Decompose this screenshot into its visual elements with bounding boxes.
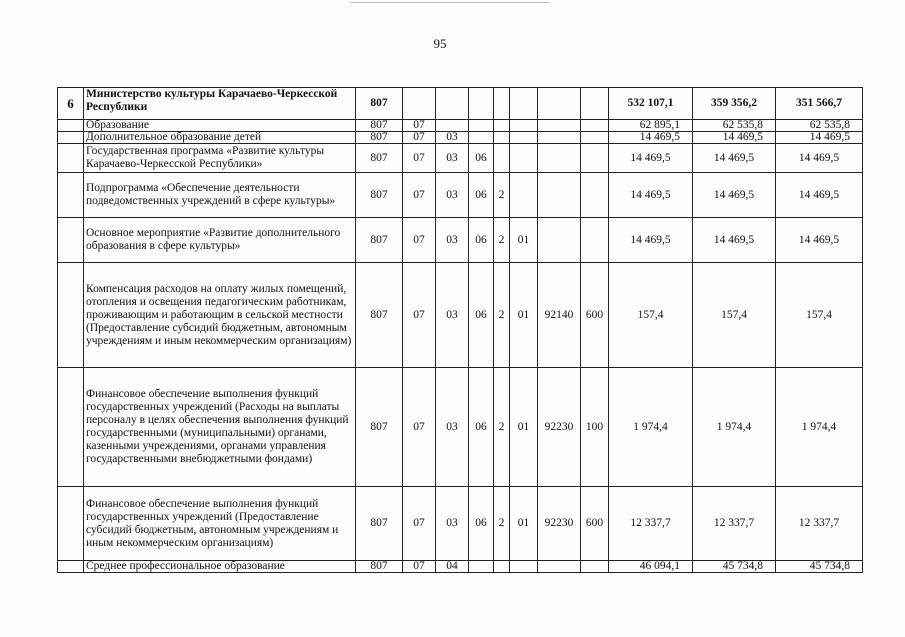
amount-year-3: 12 337,7 — [776, 487, 863, 561]
budget-table — [57, 87, 863, 573]
table-row — [58, 144, 863, 173]
row-number — [58, 218, 84, 263]
code-ministry: 807 — [356, 218, 403, 263]
table-row — [58, 487, 863, 561]
code-subprogram — [494, 144, 510, 173]
code-expense-type — [581, 120, 609, 132]
table-row — [58, 263, 863, 368]
code-direction: 92230 — [538, 487, 581, 561]
code-subsection — [436, 88, 469, 120]
table-row — [58, 132, 863, 144]
code-ministry: 807 — [356, 173, 403, 218]
row-name: Компенсация расходов на оплату жилых помещений, отопления и освещения педагогическим работникам, проживающим и работающим в сельской местности (Предоставление субсидий бюджетным, автономным учреждениям и иным некоммерческим организациям) — [84, 263, 356, 368]
code-subprogram: 2 — [494, 263, 510, 368]
amount-year-1: 14 469,5 — [609, 173, 693, 218]
amount-year-2: 1 974,4 — [693, 368, 776, 487]
code-subprogram — [494, 561, 510, 573]
row-number: 6 — [58, 88, 84, 120]
amount-year-2: 12 337,7 — [693, 487, 776, 561]
row-number — [58, 173, 84, 218]
amount-year-2: 14 469,5 — [693, 144, 776, 173]
amount-year-1: 14 469,5 — [609, 132, 693, 144]
code-direction — [538, 120, 581, 132]
row-name: Подпрограмма «Обеспечение деятельности подведомственных учреждений в сфере культуры» — [84, 173, 356, 218]
code-subsection: 03 — [436, 144, 469, 173]
row-name: Дополнительное образование детей — [84, 132, 356, 144]
amount-year-3: 351 566,7 — [776, 88, 863, 120]
code-expense-type: 100 — [581, 368, 609, 487]
code-subsection: 03 — [436, 132, 469, 144]
code-subsection — [436, 120, 469, 132]
amount-year-3: 45 734,8 — [776, 561, 863, 573]
code-subprogram — [494, 120, 510, 132]
code-event — [510, 120, 538, 132]
code-subprogram: 2 — [494, 368, 510, 487]
amount-year-1: 62 895,1 — [609, 120, 693, 132]
code-subsection: 03 — [436, 368, 469, 487]
row-number — [58, 561, 84, 573]
code-ministry: 807 — [356, 88, 403, 120]
amount-year-2: 62 535,8 — [693, 120, 776, 132]
code-program: 06 — [469, 263, 494, 368]
code-direction — [538, 132, 581, 144]
code-event: 01 — [510, 487, 538, 561]
row-number — [58, 487, 84, 561]
code-expense-type — [581, 561, 609, 573]
code-subprogram: 2 — [494, 218, 510, 263]
code-program — [469, 120, 494, 132]
amount-year-1: 1 974,4 — [609, 368, 693, 487]
amount-year-2: 157,4 — [693, 263, 776, 368]
amount-year-3: 62 535,8 — [776, 120, 863, 132]
code-program: 06 — [469, 487, 494, 561]
amount-year-2: 359 356,2 — [693, 88, 776, 120]
amount-year-1: 157,4 — [609, 263, 693, 368]
row-name: Государственная программа «Развитие культуры Карачаево-Черкесской Республики» — [84, 144, 356, 173]
table-body — [58, 88, 863, 573]
table-row — [58, 561, 863, 573]
code-program — [469, 132, 494, 144]
amount-year-3: 14 469,5 — [776, 132, 863, 144]
row-name: Финансовое обеспечение выполнения функций государственных учреждений (Расходы на выплаты персоналу в целях обеспечения выполнения функций государственными (муниципальными) органами, казенными учреждениями, органами управления государственными внебюджетными фондами) — [84, 368, 356, 487]
code-direction — [538, 173, 581, 218]
table-row — [58, 120, 863, 132]
code-event: 01 — [510, 263, 538, 368]
code-event — [510, 561, 538, 573]
code-program: 06 — [469, 218, 494, 263]
code-program: 06 — [469, 144, 494, 173]
code-ministry: 807 — [356, 120, 403, 132]
code-event: 01 — [510, 218, 538, 263]
code-subprogram — [494, 132, 510, 144]
amount-year-2: 14 469,5 — [693, 132, 776, 144]
table-row — [58, 173, 863, 218]
code-program: 06 — [469, 173, 494, 218]
code-ministry: 807 — [356, 263, 403, 368]
row-number — [58, 263, 84, 368]
amount-year-3: 157,4 — [776, 263, 863, 368]
row-name: Образование — [84, 120, 356, 132]
code-program: 06 — [469, 368, 494, 487]
code-subsection: 03 — [436, 173, 469, 218]
code-section: 07 — [403, 368, 436, 487]
code-subprogram — [494, 88, 510, 120]
code-section: 07 — [403, 561, 436, 573]
amount-year-1: 46 094,1 — [609, 561, 693, 573]
code-subprogram: 2 — [494, 487, 510, 561]
amount-year-1: 532 107,1 — [609, 88, 693, 120]
code-direction: 92230 — [538, 368, 581, 487]
code-expense-type — [581, 88, 609, 120]
code-expense-type: 600 — [581, 487, 609, 561]
row-number — [58, 144, 84, 173]
code-program — [469, 88, 494, 120]
code-section: 07 — [403, 144, 436, 173]
code-subsection: 03 — [436, 487, 469, 561]
code-expense-type — [581, 132, 609, 144]
amount-year-3: 1 974,4 — [776, 368, 863, 487]
code-section: 07 — [403, 120, 436, 132]
code-section: 07 — [403, 487, 436, 561]
code-direction — [538, 561, 581, 573]
row-number — [58, 132, 84, 144]
code-subsection: 03 — [436, 263, 469, 368]
row-name: Среднее профессиональное образование — [84, 561, 356, 573]
row-number — [58, 368, 84, 487]
amount-year-2: 45 734,8 — [693, 561, 776, 573]
code-event — [510, 173, 538, 218]
amount-year-1: 14 469,5 — [609, 144, 693, 173]
code-program — [469, 561, 494, 573]
code-subsection: 04 — [436, 561, 469, 573]
row-name: Министерство культуры Карачаево-Черкесской Республики — [84, 88, 356, 120]
amount-year-2: 14 469,5 — [693, 218, 776, 263]
amount-year-2: 14 469,5 — [693, 173, 776, 218]
table-row — [58, 218, 863, 263]
code-expense-type — [581, 144, 609, 173]
scan-edge-line — [350, 2, 550, 3]
code-ministry: 807 — [356, 144, 403, 173]
amount-year-3: 14 469,5 — [776, 144, 863, 173]
amount-year-3: 14 469,5 — [776, 173, 863, 218]
code-ministry: 807 — [356, 487, 403, 561]
amount-year-3: 14 469,5 — [776, 218, 863, 263]
row-name: Финансовое обеспечение выполнения функций государственных учреждений (Предоставление субсидий бюджетным, автономным учреждениям и иным некоммерческим организациям) — [84, 487, 356, 561]
code-expense-type: 600 — [581, 263, 609, 368]
amount-year-1: 14 469,5 — [609, 218, 693, 263]
code-event — [510, 132, 538, 144]
code-direction — [538, 144, 581, 173]
amount-year-1: 12 337,7 — [609, 487, 693, 561]
code-section: 07 — [403, 173, 436, 218]
code-section: 07 — [403, 132, 436, 144]
code-section — [403, 88, 436, 120]
code-direction — [538, 218, 581, 263]
row-number — [58, 120, 84, 132]
code-event — [510, 88, 538, 120]
row-name: Основное мероприятие «Развитие дополнительного образования в сфере культуры» — [84, 218, 356, 263]
code-section: 07 — [403, 263, 436, 368]
code-event — [510, 144, 538, 173]
code-event: 01 — [510, 368, 538, 487]
code-ministry: 807 — [356, 368, 403, 487]
code-direction — [538, 88, 581, 120]
code-direction: 92140 — [538, 263, 581, 368]
code-ministry: 807 — [356, 561, 403, 573]
table-row — [58, 88, 863, 120]
code-subprogram: 2 — [494, 173, 510, 218]
code-ministry: 807 — [356, 132, 403, 144]
code-subsection: 03 — [436, 218, 469, 263]
code-expense-type — [581, 218, 609, 263]
code-section: 07 — [403, 218, 436, 263]
table-row — [58, 368, 863, 487]
code-expense-type — [581, 173, 609, 218]
page-number: 95 — [433, 36, 447, 51]
